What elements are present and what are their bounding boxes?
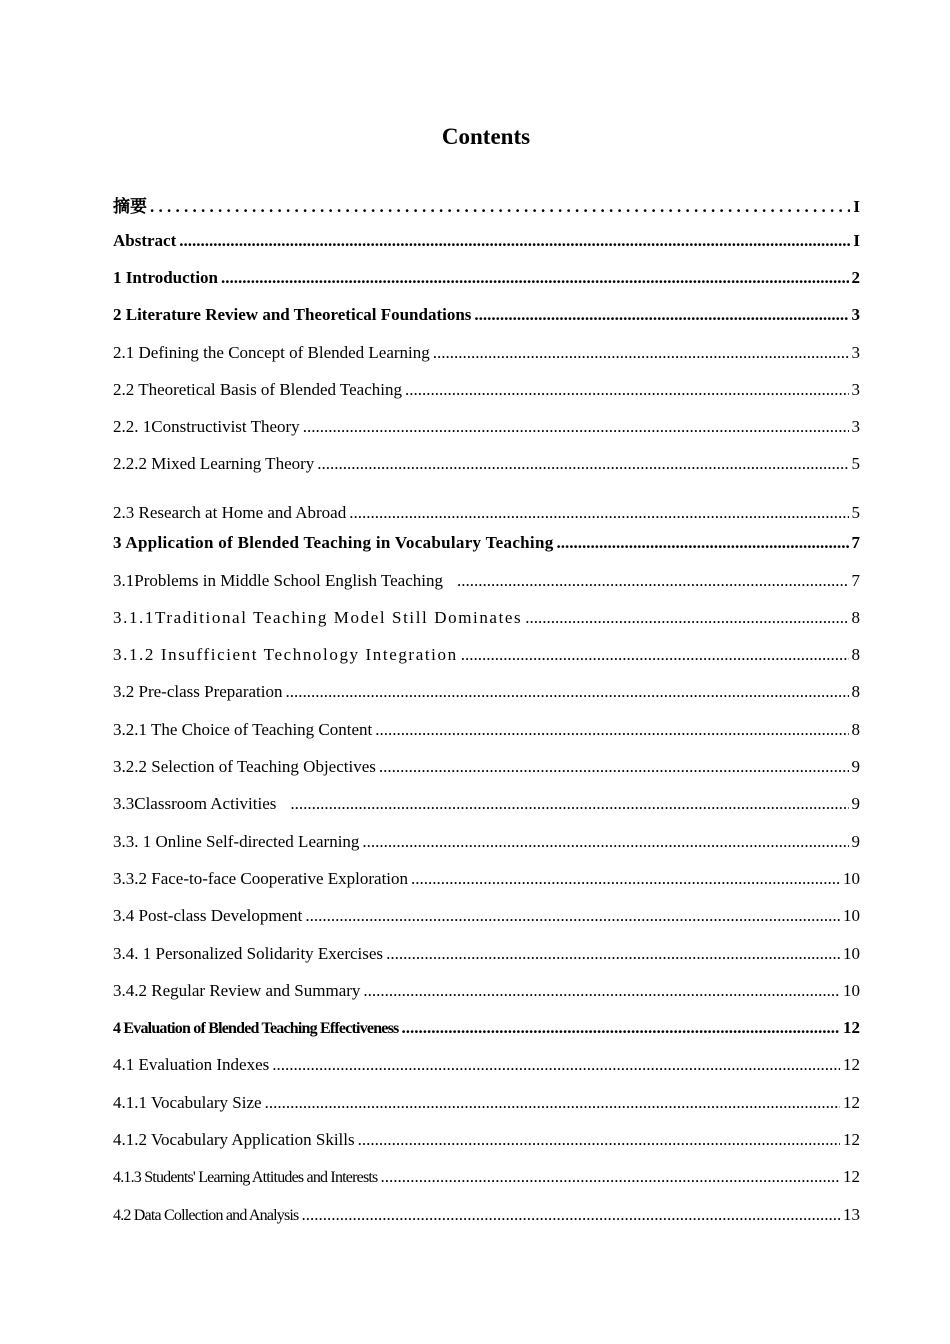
toc-entry-3-4-2[interactable] — [113, 981, 860, 1005]
toc-entry-3-2[interactable] — [113, 682, 860, 706]
toc-entry-page: I — [853, 197, 860, 216]
toc-entry-3-1-2[interactable] — [113, 645, 860, 669]
toc-entry-page: 5 — [851, 503, 860, 522]
toc-entry-page: 9 — [851, 832, 860, 851]
toc-entry-page: 13 — [843, 1205, 860, 1224]
toc-entry-page: 12 — [843, 1130, 860, 1149]
toc-entry-evaluation[interactable] — [113, 1018, 860, 1042]
dot-leader — [221, 268, 848, 288]
toc-entry-3-3[interactable] — [113, 794, 860, 818]
toc-entry-2-2-1[interactable] — [113, 417, 860, 441]
toc-entry-3-4-1[interactable] — [113, 944, 860, 968]
toc-entry-2-3[interactable] — [113, 503, 860, 527]
toc-entry-page: I — [853, 231, 860, 250]
dot-leader — [363, 981, 840, 1001]
toc-entry-label: 3.2.2 Selection of Teaching Objectives — [113, 757, 376, 776]
dot-leader — [474, 305, 848, 325]
toc-entry-label: 2.2.2 Mixed Learning Theory — [113, 454, 315, 473]
toc-entry-page: 7 — [851, 533, 860, 552]
toc-entry-label: 3.1Problems in Middle School English Teaching — [113, 571, 443, 590]
toc-entry-label: 3 Application of Blended Teaching in Vocabulary Teaching — [113, 533, 554, 552]
toc-entry-page: 2 — [851, 268, 860, 287]
toc-entry-literature-review[interactable] — [113, 305, 860, 329]
toc-entry-4-1-2[interactable] — [113, 1130, 860, 1154]
dot-leader — [358, 1130, 840, 1150]
toc-entry-3-2-2[interactable] — [113, 757, 860, 781]
dot-leader — [401, 1018, 840, 1038]
toc-entry-page: 7 — [851, 571, 860, 590]
dot-leader — [380, 1167, 840, 1187]
toc-entry-label: 3.2 Pre-class Preparation — [113, 682, 283, 701]
toc-entry-page: 12 — [843, 1167, 860, 1186]
dot-leader — [317, 454, 848, 474]
dot-leader — [272, 1055, 840, 1075]
toc-entry-label: 3.3Classroom Activities — [113, 794, 277, 813]
toc-entry-page: 12 — [843, 1055, 860, 1074]
toc-entry-label: 4.1 Evaluation Indexes — [113, 1055, 270, 1074]
toc-entry-label: 4.2 Data Collection and Analysis — [113, 1207, 299, 1224]
toc-entry-abstract-cn[interactable] — [113, 192, 860, 216]
dot-leader — [525, 608, 848, 628]
toc-entry-label: 4.1.1 Vocabulary Size — [113, 1093, 262, 1112]
toc-entry-label: 2 Literature Review and Theoretical Foundations — [113, 305, 472, 324]
toc-entry-label: 4.1.2 Vocabulary Application Skills — [113, 1130, 355, 1149]
toc-entry-2-2[interactable] — [113, 380, 860, 404]
dot-leader — [411, 869, 840, 889]
toc-entry-4-1[interactable] — [113, 1055, 860, 1079]
toc-entry-2-1[interactable] — [113, 343, 860, 367]
dot-leader — [303, 417, 849, 437]
dot-leader — [433, 343, 849, 363]
dot-leader — [457, 571, 849, 591]
toc-entry-3-1[interactable] — [113, 571, 860, 595]
toc-entry-page: 12 — [843, 1018, 860, 1037]
toc-entry-label: 3.1.1Traditional Teaching Model Still Dominates — [113, 608, 523, 627]
toc-entry-page: 10 — [843, 981, 860, 1000]
toc-entry-label: 3.2.1 The Choice of Teaching Content — [113, 720, 373, 739]
toc-entry-label: 2.3 Research at Home and Abroad — [113, 503, 347, 522]
toc-entry-page: 10 — [843, 944, 860, 963]
page-title: Contents — [441, 124, 531, 149]
toc-entry-label: 3.4.2 Regular Review and Summary — [113, 981, 361, 1000]
toc-entry-introduction[interactable] — [113, 268, 860, 292]
toc-entry-page: 9 — [851, 757, 860, 776]
toc-entry-4-2[interactable] — [113, 1205, 860, 1229]
toc-entry-label: Abstract — [113, 231, 177, 250]
toc-entry-3-3-1[interactable] — [113, 832, 860, 856]
dot-leader — [362, 832, 848, 852]
toc-entry-2-2-2[interactable] — [113, 454, 860, 478]
dot-leader — [461, 645, 849, 665]
toc-entry-label: 4.1.3 Students' Learning Attitudes and Interests — [113, 1169, 378, 1186]
toc-entry-label: 3.1.2 Insufficient Technology Integration — [113, 645, 458, 664]
toc-entry-3-1-1[interactable] — [113, 608, 860, 632]
toc-entry-label: 3.3.2 Face-to-face Cooperative Exploration — [113, 869, 409, 888]
dot-leader — [290, 794, 848, 814]
toc-entry-4-1-3[interactable] — [113, 1167, 860, 1191]
toc-entry-page: 5 — [851, 454, 860, 473]
toc-entry-label: 摘要 — [113, 197, 147, 216]
dot-leader — [557, 533, 849, 553]
toc-entry-page: 3 — [851, 417, 860, 436]
dot-leader — [405, 380, 849, 400]
toc-entry-page: 3 — [851, 343, 860, 362]
toc-entry-page: 8 — [851, 682, 860, 701]
toc-entry-4-1-1[interactable] — [113, 1093, 860, 1117]
toc-entry-page: 3 — [851, 305, 860, 324]
toc-entry-abstract[interactable] — [113, 231, 860, 255]
dot-leader — [349, 503, 848, 523]
toc-entry-page: 8 — [851, 608, 860, 627]
toc-entry-page: 8 — [851, 645, 860, 664]
toc-entry-page: 10 — [843, 869, 860, 888]
toc-entry-page: 10 — [843, 906, 860, 925]
toc-entry-page: 9 — [851, 794, 860, 813]
dot-leader — [375, 720, 848, 740]
toc-entry-label: 2.2. 1Constructivist Theory — [113, 417, 300, 436]
dot-leader — [179, 231, 850, 251]
toc-entry-label: 1 Introduction — [113, 268, 219, 287]
toc-entry-page: 12 — [843, 1093, 860, 1112]
toc-entry-3-3-2[interactable] — [113, 869, 860, 893]
toc-entry-label: 3.3. 1 Online Self-directed Learning — [113, 832, 360, 851]
dot-leader — [285, 682, 848, 702]
toc-entry-label: 4 Evaluation of Blended Teaching Effectiveness — [113, 1020, 399, 1037]
dot-leader — [386, 944, 840, 964]
toc-entry-label: 3.4. 1 Personalized Solidarity Exercises — [113, 944, 384, 963]
toc-entry-page: 3 — [851, 380, 860, 399]
toc-entry-label: 3.4 Post-class Development — [113, 906, 303, 925]
dot-leader — [305, 906, 840, 926]
toc-entry-page: 8 — [851, 720, 860, 739]
dot-leader — [265, 1093, 840, 1113]
dot-leader — [150, 197, 850, 217]
toc-entry-application[interactable] — [113, 533, 860, 557]
dot-leader — [379, 757, 849, 777]
dot-leader — [301, 1205, 840, 1225]
toc-entry-3-4[interactable] — [113, 906, 860, 930]
toc-entry-label: 2.2 Theoretical Basis of Blended Teaching — [113, 380, 402, 399]
toc-entry-3-2-1[interactable] — [113, 720, 860, 744]
toc-entry-label: 2.1 Defining the Concept of Blended Learning — [113, 343, 430, 362]
